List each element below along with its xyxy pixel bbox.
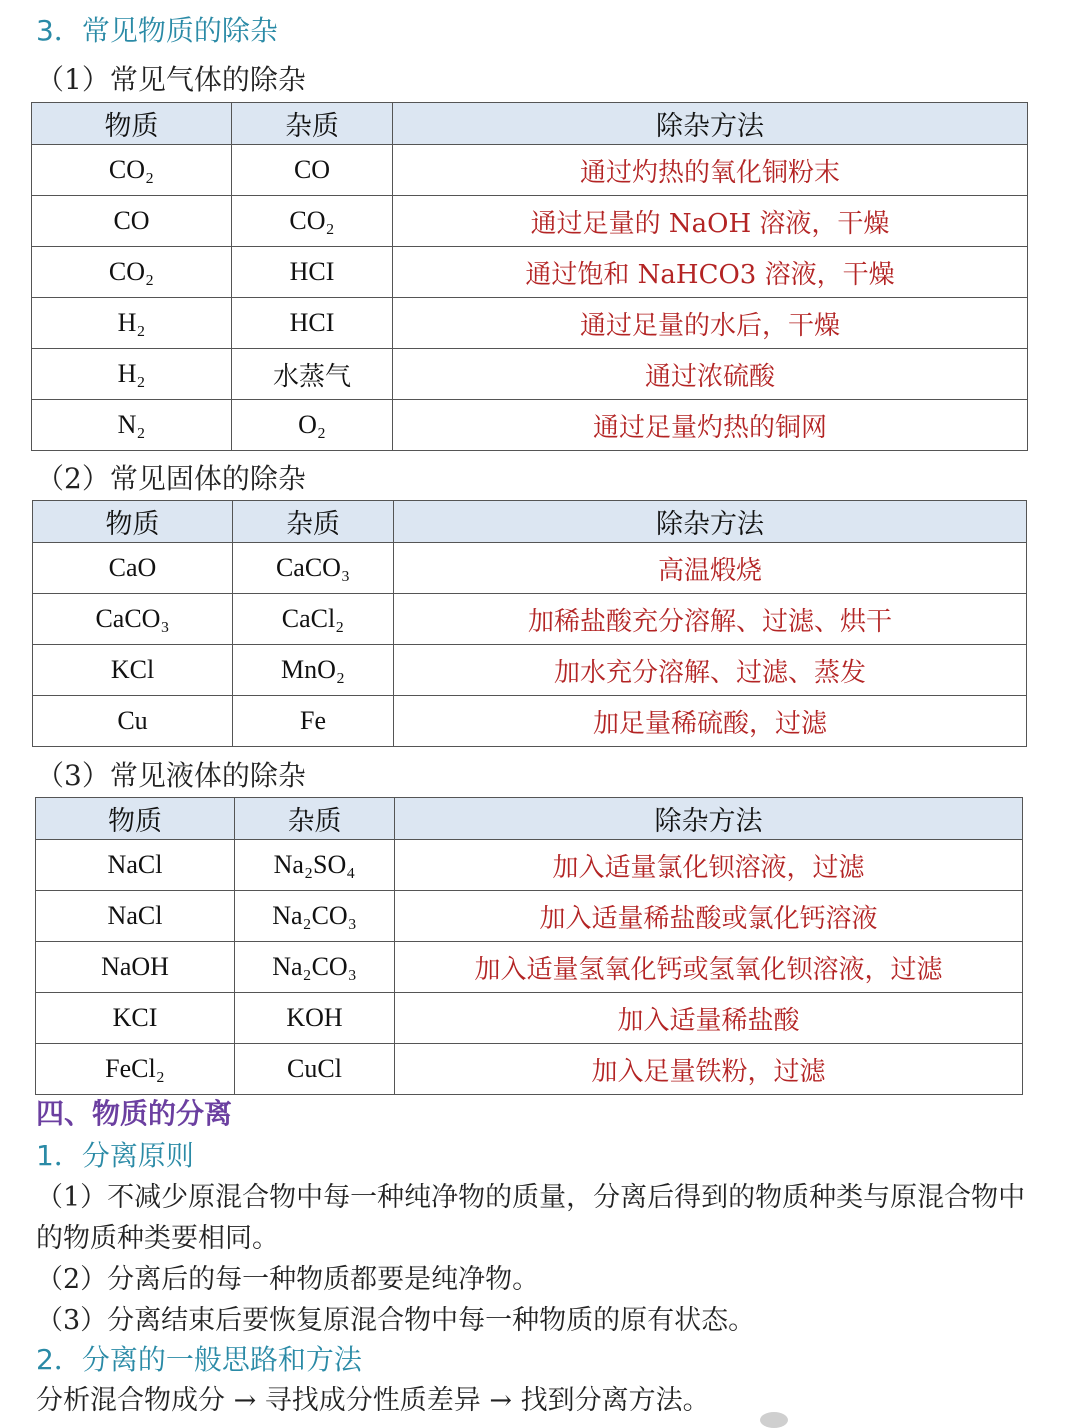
watermark-mark (760, 1412, 788, 1428)
header-substance: 物质 (33, 501, 233, 543)
cell-method: 通过足量的 NaOH 溶液，干燥 (393, 196, 1028, 247)
cell-impurity: Na₂CO₃ (235, 891, 395, 942)
solid-subtitle: （2）常见固体的除杂 (36, 462, 306, 495)
header-impurity: 杂质 (233, 501, 394, 543)
cell-method: 加稀盐酸充分溶解、过滤、烘干 (394, 594, 1027, 645)
section-title-impurity-removal: 3．常见物质的除杂 (36, 14, 278, 47)
table-row (32, 145, 1028, 196)
separation-method-flow: 分析混合物成分 → 寻找成分性质差异 → 找到分离方法。 (36, 1385, 710, 1416)
cell-substance: KCl (33, 645, 233, 696)
header-method: 除杂方法 (394, 501, 1027, 543)
table-row (36, 840, 1023, 891)
cell-method: 加水充分溶解、过滤、蒸发 (394, 645, 1027, 696)
cell-impurity: KOH (235, 993, 395, 1044)
principles-list (36, 1177, 1036, 1341)
cell-substance: KCI (36, 993, 235, 1044)
cell-substance: CO (32, 196, 232, 247)
cell-impurity: HCI (232, 298, 393, 349)
cell-method: 加入适量稀盐酸或氯化钙溶液 (395, 891, 1023, 942)
table-row (36, 891, 1023, 942)
cell-impurity: Na₂SO₄ (235, 840, 395, 891)
liquid-impurity-table (35, 797, 1023, 1095)
cell-substance: CaO (33, 543, 233, 594)
cell-impurity: CO (232, 145, 393, 196)
header-method: 除杂方法 (395, 798, 1023, 840)
gas-impurity-table (31, 102, 1028, 451)
cell-method: 高温煅烧 (394, 543, 1027, 594)
cell-substance: H₂ (32, 298, 232, 349)
cell-impurity: Fe (233, 696, 394, 747)
table-row (32, 349, 1028, 400)
cell-method: 加足量稀硫酸，过滤 (394, 696, 1027, 747)
cell-method: 通过饱和 NaHCO3 溶液，干燥 (393, 247, 1028, 298)
cell-substance: CO₂ (32, 145, 232, 196)
cell-method: 通过足量灼热的铜网 (393, 400, 1028, 451)
cell-method: 加入足量铁粉，过滤 (395, 1044, 1023, 1095)
cell-method: 加入适量稀盐酸 (395, 993, 1023, 1044)
table-row (33, 594, 1027, 645)
cell-impurity: CO₂ (232, 196, 393, 247)
table-row (32, 196, 1028, 247)
cell-impurity: CaCl₂ (233, 594, 394, 645)
header-method: 除杂方法 (393, 103, 1028, 145)
subsection-title-principles: 1．分离原则 (36, 1139, 194, 1172)
cell-impurity: Na₂CO₃ (235, 942, 395, 993)
table-row (33, 645, 1027, 696)
cell-impurity: 水蒸气 (232, 349, 393, 400)
cell-impurity: MnO₂ (233, 645, 394, 696)
table-header-row (32, 103, 1028, 145)
liquid-subtitle: （3）常见液体的除杂 (36, 759, 306, 792)
cell-substance: CaCO₃ (33, 594, 233, 645)
header-impurity: 杂质 (232, 103, 393, 145)
subsection-title-methods: 2．分离的一般思路和方法 (36, 1343, 362, 1376)
cell-substance: NaCl (36, 840, 235, 891)
cell-impurity: O₂ (232, 400, 393, 451)
cell-substance: H₂ (32, 349, 232, 400)
table-row (32, 247, 1028, 298)
table-row (33, 543, 1027, 594)
cell-method: 通过足量的水后，干燥 (393, 298, 1028, 349)
solid-impurity-table (32, 500, 1027, 747)
cell-substance: NaOH (36, 942, 235, 993)
table-header-row (36, 798, 1023, 840)
cell-substance: CO₂ (32, 247, 232, 298)
table-row (36, 993, 1023, 1044)
cell-method: 加入适量氢氧化钙或氢氧化钡溶液，过滤 (395, 942, 1023, 993)
table-row (36, 942, 1023, 993)
table-header-row (33, 501, 1027, 543)
principle-item-3: （3）分离结束后要恢复原混合物中每一种物质的原有状态。 (36, 1305, 756, 1336)
cell-substance: NaCl (36, 891, 235, 942)
cell-method: 加入适量氯化钡溶液，过滤 (395, 840, 1023, 891)
section-title-separation: 四、物质的分离 (36, 1097, 233, 1130)
table-row (32, 298, 1028, 349)
cell-method: 通过灼热的氧化铜粉末 (393, 145, 1028, 196)
cell-method: 通过浓硫酸 (393, 349, 1028, 400)
cell-impurity: CuCl (235, 1044, 395, 1095)
header-impurity: 杂质 (235, 798, 395, 840)
principle-item-2: （2）分离后的每一种物质都要是纯净物。 (36, 1264, 540, 1295)
table-row (33, 696, 1027, 747)
cell-substance: Cu (33, 696, 233, 747)
table-row (36, 1044, 1023, 1095)
table-row (32, 400, 1028, 451)
cell-substance: FeCl₂ (36, 1044, 235, 1095)
cell-substance: N₂ (32, 400, 232, 451)
cell-impurity: HCI (232, 247, 393, 298)
header-substance: 物质 (32, 103, 232, 145)
cell-impurity: CaCO₃ (233, 543, 394, 594)
principle-item-1: （1）不减少原混合物中每一种纯净物的质量，分离后得到的物质种类与原混合物中的物质种类要相同。 (36, 1182, 1026, 1254)
header-substance: 物质 (36, 798, 235, 840)
gas-subtitle: （1）常见气体的除杂 (36, 63, 306, 96)
